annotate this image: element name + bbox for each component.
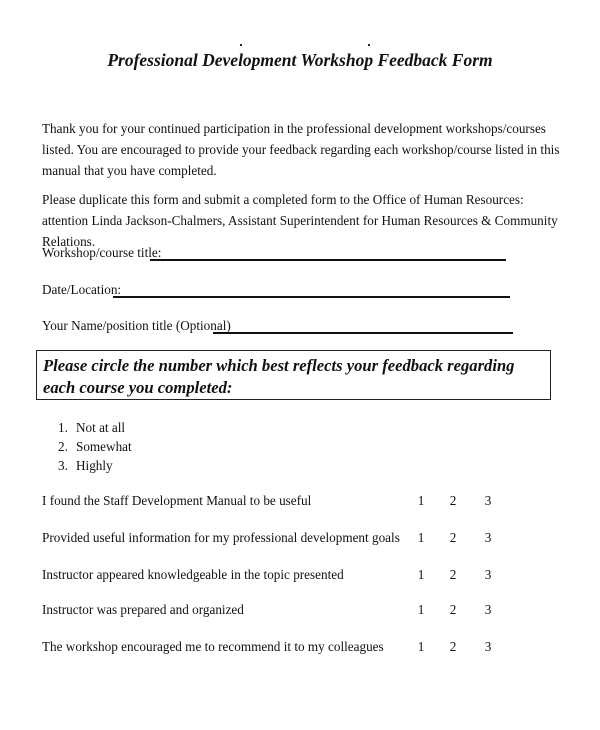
question-text: I found the Staff Development Manual to be useful <box>42 493 312 508</box>
rating-option-3[interactable]: 3 <box>484 602 492 617</box>
question-text: The workshop encouraged me to recommend it to my colleagues <box>42 639 384 654</box>
rating-option-2[interactable]: 2 <box>449 639 457 654</box>
instruction-banner: Please circle the number which best reflects your feedback regarding each course you completed: <box>36 350 551 400</box>
name-position-line[interactable] <box>213 332 513 334</box>
name-position-label: Your Name/position title (Optional) <box>42 318 231 333</box>
rating-option-3[interactable]: 3 <box>484 639 492 654</box>
rating-option-2[interactable]: 2 <box>449 493 457 508</box>
workshop-title-label: Workshop/course title: <box>42 245 162 260</box>
question-text: Instructor appeared knowledgeable in the topic presented <box>42 567 344 582</box>
form-title: Professional Development Workshop Feedback Form <box>107 50 493 70</box>
rating-option-1[interactable]: 1 <box>417 530 425 545</box>
question-row <box>42 567 512 585</box>
question-row <box>42 602 512 620</box>
intro-paragraph: Thank you for your continued participation in the professional development workshops/courses listed. You are encouraged to provide your feedback regarding each workshop/course listed in this manual that you have completed. <box>42 121 560 178</box>
rating-option-1[interactable]: 1 <box>417 602 425 617</box>
scale-item: 1. Not at all <box>58 420 126 435</box>
question-text: Provided useful information for my professional development goals <box>42 530 400 545</box>
rating-option-2[interactable]: 2 <box>449 567 457 582</box>
rating-option-1[interactable]: 1 <box>417 567 425 582</box>
rating-option-2[interactable]: 2 <box>449 602 457 617</box>
rating-option-2[interactable]: 2 <box>449 530 457 545</box>
workshop-title-line[interactable] <box>150 259 506 261</box>
rating-option-3[interactable]: 3 <box>484 530 492 545</box>
decorative-mark <box>240 44 242 46</box>
scale-item: 2. Somewhat <box>58 439 132 454</box>
scale-item: 3. Highly <box>58 458 113 473</box>
date-location-line[interactable] <box>113 296 510 298</box>
decorative-mark <box>368 44 370 46</box>
date-location-label: Date/Location: <box>42 282 122 297</box>
question-row <box>42 493 512 511</box>
question-row <box>42 530 512 548</box>
rating-option-3[interactable]: 3 <box>484 493 492 508</box>
rating-option-3[interactable]: 3 <box>484 567 492 582</box>
instruction-paragraph: Please duplicate this form and submit a completed form to the Office of Human Resources: attention Linda Jackson-Chalmers, Assistant Superintendent for Human Resources & Community Relations. <box>42 192 558 249</box>
rating-option-1[interactable]: 1 <box>417 493 425 508</box>
question-text: Instructor was prepared and organized <box>42 602 244 617</box>
question-row <box>42 639 512 657</box>
rating-scale-legend <box>58 418 132 475</box>
rating-option-1[interactable]: 1 <box>417 639 425 654</box>
